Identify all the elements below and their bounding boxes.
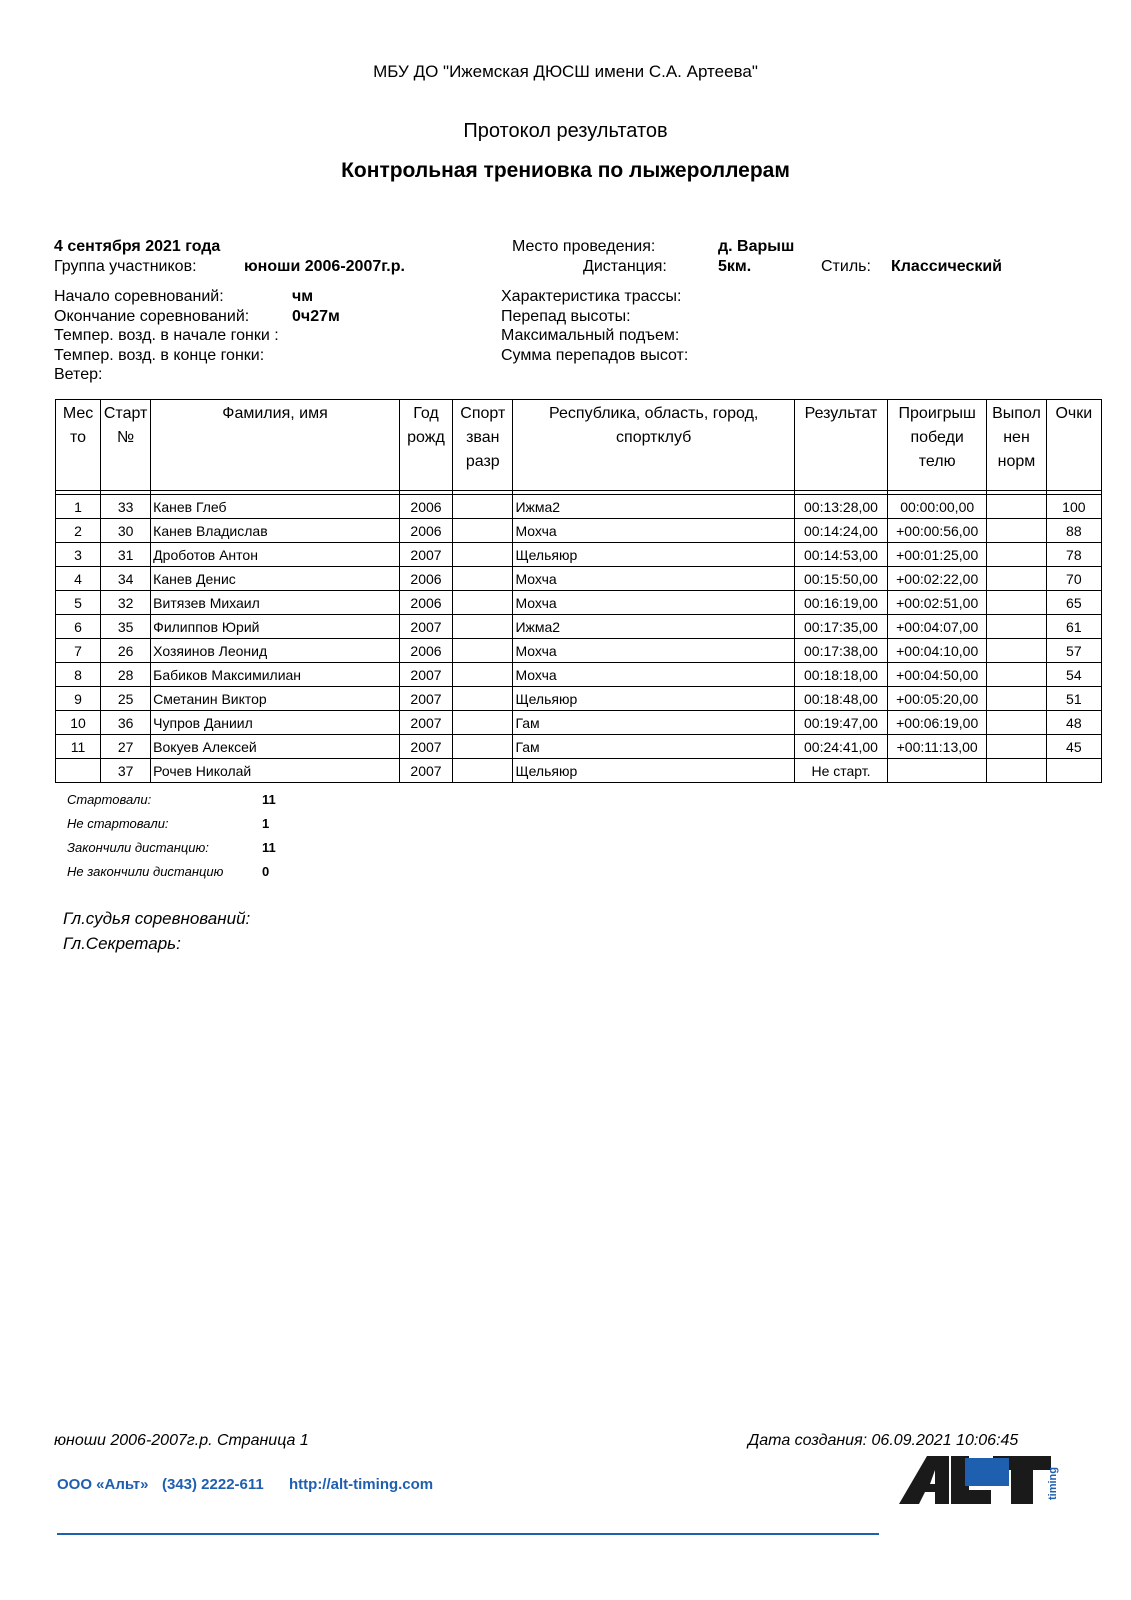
event-date: 4 сентября 2021 года — [54, 238, 221, 255]
cell-rank — [453, 759, 513, 783]
cell-start-no: 28 — [101, 663, 151, 687]
organization-name: МБУ ДО "Ижемская ДЮСШ имени С.А. Артеева" — [373, 62, 758, 81]
cell-place: 9 — [56, 687, 101, 711]
cell-gap: +00:00:56,00 — [888, 519, 987, 543]
cell-start-no: 30 — [101, 519, 151, 543]
cell-name: Сметанин Виктор — [151, 687, 400, 711]
judge-signature-label: Гл.судья соревнований: — [63, 909, 251, 928]
footer-company: ООО «Альт» — [57, 1476, 149, 1493]
cell-gap: +00:04:50,00 — [888, 663, 987, 687]
cell-norm — [987, 687, 1046, 711]
table-row — [56, 639, 1102, 663]
style-label: Стиль: — [821, 258, 871, 275]
cell-gap: +00:06:19,00 — [888, 711, 987, 735]
cell-place: 2 — [56, 519, 101, 543]
cell-club: Щельяюр — [513, 687, 794, 711]
cell-points: 48 — [1046, 711, 1101, 735]
cell-club: Мохча — [513, 519, 794, 543]
stat-label: Стартовали: — [67, 792, 152, 807]
cell-points: 51 — [1046, 687, 1101, 711]
cell-points: 54 — [1046, 663, 1101, 687]
cell-gap: 00:00:00,00 — [888, 495, 987, 519]
col-header-place: Мес то — [56, 400, 101, 491]
cell-norm — [987, 735, 1046, 759]
cell-result: 00:18:18,00 — [794, 663, 887, 687]
cell-points: 70 — [1046, 567, 1101, 591]
cell-place: 7 — [56, 639, 101, 663]
cell-result: Не старт. — [794, 759, 887, 783]
cell-birth-year: 2007 — [399, 711, 452, 735]
cell-start-no: 31 — [101, 543, 151, 567]
cell-rank — [453, 639, 513, 663]
col-header-result: Результат — [794, 400, 887, 491]
stat-label: Не закончили дистанцию — [67, 864, 224, 879]
cell-club: Мохча — [513, 567, 794, 591]
table-row — [56, 735, 1102, 759]
cell-birth-year: 2006 — [399, 639, 452, 663]
cell-start-no: 37 — [101, 759, 151, 783]
stat-label: Не стартовали: — [67, 816, 169, 831]
table-body — [56, 491, 1102, 783]
cell-start-no: 26 — [101, 639, 151, 663]
temp-end-label: Темпер. возд. в конце гонки: — [54, 347, 265, 364]
cell-name: Бабиков Максимилиан — [151, 663, 400, 687]
col-header-points: Очки — [1046, 400, 1101, 491]
temp-start-label: Темпер. возд. в начале гонки : — [54, 327, 279, 344]
table-header-row — [56, 400, 1102, 491]
cell-gap: +00:04:07,00 — [888, 615, 987, 639]
table-row — [56, 567, 1102, 591]
cell-club: Мохча — [513, 591, 794, 615]
cell-points: 88 — [1046, 519, 1101, 543]
cell-gap — [888, 759, 987, 783]
table-row — [56, 663, 1102, 687]
cell-start-no: 32 — [101, 591, 151, 615]
col-header-name: Фамилия, имя — [151, 400, 400, 491]
col-header-gap: Проигрыш победи телю — [888, 400, 987, 491]
col-header-birth-year: Год рожд — [399, 400, 452, 491]
total-climb-label: Сумма перепадов высот: — [501, 347, 689, 364]
cell-club: Ижма2 — [513, 495, 794, 519]
cell-birth-year: 2006 — [399, 519, 452, 543]
cell-result: 00:13:28,00 — [794, 495, 887, 519]
table-row — [56, 711, 1102, 735]
cell-result: 00:16:19,00 — [794, 591, 887, 615]
cell-rank — [453, 615, 513, 639]
cell-result: 00:18:48,00 — [794, 687, 887, 711]
cell-place — [56, 759, 101, 783]
cell-result: 00:24:41,00 — [794, 735, 887, 759]
cell-points: 45 — [1046, 735, 1101, 759]
cell-norm — [987, 615, 1046, 639]
alt-timing-logo — [897, 1448, 1057, 1508]
cell-place: 4 — [56, 567, 101, 591]
cell-norm — [987, 495, 1046, 519]
cell-start-no: 27 — [101, 735, 151, 759]
footer-phone: (343) 2222-611 — [162, 1476, 264, 1493]
cell-start-no: 33 — [101, 495, 151, 519]
cell-birth-year: 2006 — [399, 495, 452, 519]
cell-name: Вокуев Алексей — [151, 735, 400, 759]
cell-place: 6 — [56, 615, 101, 639]
cell-birth-year: 2006 — [399, 567, 452, 591]
cell-birth-year: 2007 — [399, 735, 452, 759]
footer-divider — [57, 1533, 879, 1535]
venue-label: Место проведения: — [512, 238, 656, 255]
cell-gap: +00:05:20,00 — [888, 687, 987, 711]
cell-result: 00:14:24,00 — [794, 519, 887, 543]
distance-label: Дистанция: — [583, 258, 667, 275]
max-climb-label: Максимальный подъем: — [501, 327, 680, 344]
cell-rank — [453, 663, 513, 687]
event-title: Контрольная трениовка по лыжероллерам — [341, 159, 790, 182]
track-label: Характеристика трассы: — [501, 288, 682, 305]
table-row — [56, 519, 1102, 543]
end-label: Окончание соревнований: — [54, 308, 250, 325]
cell-gap: +00:02:51,00 — [888, 591, 987, 615]
cell-club: Гам — [513, 735, 794, 759]
cell-points — [1046, 759, 1101, 783]
stat-value: 0 — [262, 864, 270, 879]
cell-start-no: 34 — [101, 567, 151, 591]
footer-created-date: Дата создания: 06.09.2021 10:06:45 — [748, 1432, 1019, 1449]
cell-place: 10 — [56, 711, 101, 735]
cell-result: 00:17:35,00 — [794, 615, 887, 639]
col-header-rank: Спорт зван разр — [453, 400, 513, 491]
cell-name: Чупров Даниил — [151, 711, 400, 735]
cell-start-no: 36 — [101, 711, 151, 735]
cell-club: Мохча — [513, 639, 794, 663]
cell-result: 00:15:50,00 — [794, 567, 887, 591]
cell-points: 78 — [1046, 543, 1101, 567]
cell-norm — [987, 639, 1046, 663]
end-value: 0ч27м — [292, 308, 340, 325]
cell-result: 00:19:47,00 — [794, 711, 887, 735]
cell-result: 00:14:53,00 — [794, 543, 887, 567]
cell-rank — [453, 519, 513, 543]
cell-gap: +00:04:10,00 — [888, 639, 987, 663]
cell-birth-year: 2007 — [399, 543, 452, 567]
cell-points: 61 — [1046, 615, 1101, 639]
cell-place: 11 — [56, 735, 101, 759]
stat-label: Закончили дистанцию: — [67, 840, 209, 855]
cell-name: Канев Глеб — [151, 495, 400, 519]
cell-norm — [987, 519, 1046, 543]
cell-rank — [453, 567, 513, 591]
height-diff-label: Перепад высоты: — [501, 308, 631, 325]
cell-rank — [453, 711, 513, 735]
cell-place: 5 — [56, 591, 101, 615]
cell-place: 3 — [56, 543, 101, 567]
start-value: чм — [292, 288, 314, 305]
cell-birth-year: 2007 — [399, 663, 452, 687]
cell-name: Дроботов Антон — [151, 543, 400, 567]
footer-url[interactable]: http://alt-timing.com — [289, 1476, 434, 1493]
table-row — [56, 759, 1102, 783]
cell-place: 1 — [56, 495, 101, 519]
col-header-start-no: Старт № — [101, 400, 151, 491]
table-row — [56, 615, 1102, 639]
cell-name: Хозяинов Леонид — [151, 639, 400, 663]
cell-name: Рочев Николай — [151, 759, 400, 783]
cell-club: Щельяюр — [513, 543, 794, 567]
results-table — [55, 399, 1102, 783]
cell-norm — [987, 759, 1046, 783]
cell-club: Гам — [513, 711, 794, 735]
cell-start-no: 35 — [101, 615, 151, 639]
cell-club: Ижма2 — [513, 615, 794, 639]
cell-name: Канев Денис — [151, 567, 400, 591]
cell-birth-year: 2007 — [399, 687, 452, 711]
cell-gap: +00:11:13,00 — [888, 735, 987, 759]
table-row — [56, 687, 1102, 711]
cell-place: 8 — [56, 663, 101, 687]
col-header-club: Республика, область, город, спортклуб — [513, 400, 794, 491]
venue-value: д. Варыш — [718, 238, 795, 255]
cell-name: Филиппов Юрий — [151, 615, 400, 639]
table-row — [56, 495, 1102, 519]
cell-rank — [453, 735, 513, 759]
cell-points: 57 — [1046, 639, 1101, 663]
cell-club: Мохча — [513, 663, 794, 687]
start-label: Начало соревнований: — [54, 288, 224, 305]
cell-rank — [453, 687, 513, 711]
protocol-title: Протокол результатов — [463, 120, 668, 142]
stat-value: 1 — [262, 816, 270, 831]
col-header-norm: Выпол нен норм — [987, 400, 1046, 491]
style-value: Классический — [891, 258, 1003, 275]
cell-norm — [987, 711, 1046, 735]
footer-page-info: юноши 2006-2007г.р. Страница 1 — [54, 1432, 309, 1449]
cell-points: 100 — [1046, 495, 1101, 519]
cell-club: Щельяюр — [513, 759, 794, 783]
stat-value: 11 — [262, 840, 276, 855]
stat-value: 11 — [262, 792, 276, 807]
cell-rank — [453, 543, 513, 567]
group-label: Группа участников: — [54, 258, 197, 275]
wind-label: Ветер: — [54, 366, 103, 383]
cell-points: 65 — [1046, 591, 1101, 615]
cell-norm — [987, 567, 1046, 591]
cell-birth-year: 2007 — [399, 615, 452, 639]
cell-norm — [987, 591, 1046, 615]
cell-norm — [987, 543, 1046, 567]
logo-sub-text: timing — [1047, 1467, 1059, 1500]
table-row — [56, 591, 1102, 615]
cell-birth-year: 2006 — [399, 591, 452, 615]
cell-norm — [987, 663, 1046, 687]
cell-result: 00:17:38,00 — [794, 639, 887, 663]
cell-gap: +00:02:22,00 — [888, 567, 987, 591]
table-row — [56, 543, 1102, 567]
cell-gap: +00:01:25,00 — [888, 543, 987, 567]
cell-name: Витязев Михаил — [151, 591, 400, 615]
group-value: юноши 2006-2007г.р. — [244, 258, 405, 275]
secretary-signature-label: Гл.Секретарь: — [63, 934, 181, 953]
cell-birth-year: 2007 — [399, 759, 452, 783]
cell-rank — [453, 591, 513, 615]
cell-start-no: 25 — [101, 687, 151, 711]
cell-name: Канев Владислав — [151, 519, 400, 543]
cell-rank — [453, 495, 513, 519]
distance-value: 5км. — [718, 258, 752, 275]
